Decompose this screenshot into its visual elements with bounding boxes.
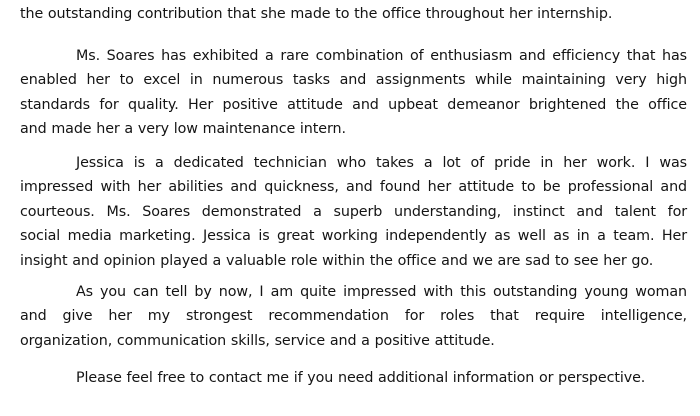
paragraph-line: courteous. Ms. Soares demonstrated a superb understanding, instinct and talent for — [20, 203, 687, 220]
paragraph-line: impressed with her abilities and quickness, and found her attitude to be professional and — [20, 179, 687, 196]
paragraph-line: social media marketing. Jessica is great working independently as well as in a team. Her — [20, 228, 687, 245]
paragraph-contact — [20, 366, 687, 390]
paragraph-line: Please feel free to contact me if you need additional information or perspective. — [76, 370, 646, 386]
paragraph-line: and give her my strongest recommendation for roles that require intelligence, — [20, 308, 687, 325]
paragraph-enthusiasm-efficiency — [20, 44, 687, 142]
paragraph-line: and made her a very low maintenance intern. — [20, 121, 346, 138]
paragraph-line: standards for quality. Her positive attitude and upbeat demeanor brightened the office — [20, 96, 687, 113]
paragraph-line: the outstanding contribution that she made to the office throughout her internship. — [20, 6, 613, 22]
paragraph-line: Ms. Soares has exhibited a rare combination of enthusiasm and efficiency that has — [76, 48, 687, 64]
paragraph-recommendation — [20, 280, 687, 353]
paragraph-line: enabled her to excel in numerous tasks and assignments while maintaining very high — [20, 72, 687, 89]
paragraph-internship-contribution — [20, 2, 687, 26]
paragraph-line: organization, communication skills, service and a positive attitude. — [20, 332, 495, 349]
paragraph-line: insight and opinion played a valuable role within the office and we are sad to see her go. — [20, 252, 654, 269]
paragraph-line: Jessica is a dedicated technician who takes a lot of pride in her work. I was — [76, 155, 687, 171]
paragraph-line: As you can tell by now, I am quite impressed with this outstanding young woman — [76, 284, 687, 300]
paragraph-dedicated-technician — [20, 151, 687, 273]
